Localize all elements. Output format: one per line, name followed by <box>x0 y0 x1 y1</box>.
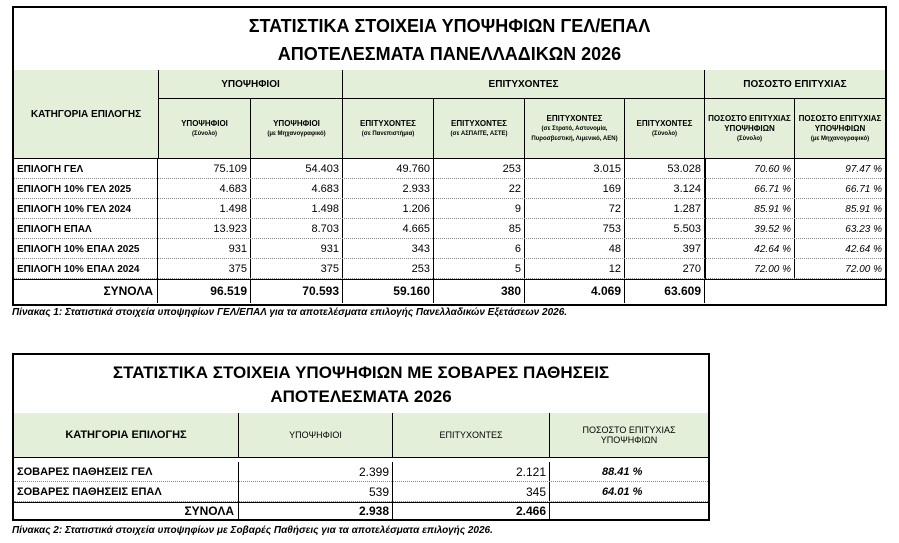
table-cell: 270 <box>625 259 705 279</box>
total-label: ΣΥΝΟΛΑ <box>14 279 158 303</box>
table2-total-cell: 2.938 <box>239 502 393 519</box>
table-cell: 48 <box>525 239 625 259</box>
column-header-sublabel: (σε Πανεπιστήμια) <box>361 130 415 137</box>
total-cell: 59.160 <box>343 279 434 303</box>
table-cell: 4.683 <box>251 179 343 199</box>
column-header-1 <box>159 99 251 159</box>
table-cell: 931 <box>251 239 343 259</box>
total-cell: 96.519 <box>159 279 251 303</box>
table-cell: 3.015 <box>525 159 625 179</box>
table-cell: 253 <box>434 159 525 179</box>
table2-cell: 64.01 % <box>602 486 643 498</box>
row-label: ΕΠΙΛΟΓΗ ΓΕΛ <box>14 159 158 179</box>
column-header-sublabel: (σε ΑΣΠΑΙΤΕ, ΑΣΤΕ) <box>450 130 508 137</box>
table-cell: 169 <box>525 179 625 199</box>
table-cell: 1.287 <box>625 199 705 219</box>
table-cell: 3.124 <box>625 179 705 199</box>
category-header: ΚΑΤΗΓΟΡΙΑ ΕΠΙΛΟΓΗΣ <box>14 70 159 159</box>
table-cell: 72.00 % <box>845 263 882 275</box>
table2-column-header-4: ΠΟΣΟΣΤΟ ΕΠΙΤΥΧΙΑΣ ΥΠΟΨΗΦΙΩΝ <box>550 413 708 458</box>
table-cell: 12 <box>525 259 625 279</box>
column-header-4 <box>434 99 525 159</box>
total-cell: 4.069 <box>525 279 625 303</box>
rate-group-header: ΠΟΣΟΣΤΟ ΕΠΙΤΥΧΙΑΣ <box>705 70 885 99</box>
table-cell: 1.498 <box>159 199 251 219</box>
table-cell: 1.498 <box>251 199 343 219</box>
column-header-label: ΥΠΟΨΗΦΙΟΙ <box>181 118 228 128</box>
column-header-sublabel: (Σύνολο) <box>191 130 218 137</box>
table-cell: 72 <box>525 199 625 219</box>
table-cell: 8.703 <box>251 219 343 239</box>
table-cell: 4.665 <box>343 219 434 239</box>
table-cell: 13.923 <box>159 219 251 239</box>
table1-title <box>14 8 885 71</box>
table-cell: 85.91 % <box>845 203 882 215</box>
table2-total-divider <box>14 502 708 503</box>
column-header-3 <box>343 99 434 159</box>
table-cell: 72.00 % <box>705 259 795 279</box>
table-cell: 75.109 <box>159 159 251 179</box>
table1-title-line1: ΣΤΑΤΙΣΤΙΚΑ ΣΤΟΙΧΕΙΑ ΥΠΟΨΗΦΙΩΝ ΓΕΛ/ΕΠΑΛ <box>248 16 651 36</box>
table1-caption: Πίνακας 1: Στατιστικά στοιχεία υποψηφίων ΓΕΛ/ΕΠΑΛ για τα αποτελέσματα επιλογής Πανελλαδικών Εξετάσεων 2026. <box>12 307 568 318</box>
column-header-label: ΕΠΙΤΥΧΟΝΤΕΣ <box>451 118 507 128</box>
table-cell: 63.23 % <box>845 223 882 235</box>
table2-cell: 2.121 <box>393 462 550 482</box>
table-cell: 49.760 <box>343 159 434 179</box>
table2-title-line1: ΣΤΑΤΙΣΤΙΚΑ ΣΤΟΙΧΕΙΑ ΥΠΟΨΗΦΙΩΝ ΜΕ ΣΟΒΑΡΕΣ ΠΑΘΗΣΕΙΣ <box>112 363 610 382</box>
table-cell: 2.933 <box>343 179 434 199</box>
column-header-label: ΠΟΣΟΣΤΟ ΕΠΙΤΥΧΙΑΣ ΥΠΟΨΗΦΙΩΝ <box>708 113 791 133</box>
table-cell: 70.60 % <box>705 159 795 179</box>
table2-column-header-2: ΥΠΟΨΗΦΙΟΙ <box>239 413 393 458</box>
column-header-label: ΕΠΙΤΥΧΟΝΤΕΣ <box>546 113 603 123</box>
severe-conditions-table <box>12 353 710 521</box>
table-cell: 931 <box>159 239 251 259</box>
table2-row-label: ΣΟΒΑΡΕΣ ΠΑΘΗΣΕΙΣ ΕΠΑΛ <box>14 482 239 502</box>
table-cell: 85.91 % <box>705 199 795 219</box>
table2-column-header-1: ΚΑΤΗΓΟΡΙΑ ΕΠΙΛΟΓΗΣ <box>14 413 239 458</box>
table-cell: 85 <box>434 219 525 239</box>
table-cell: 54.403 <box>251 159 343 179</box>
table2-total-cell: 2.466 <box>393 502 550 519</box>
table2-cell: 2.399 <box>239 462 393 482</box>
table-cell: 375 <box>159 259 251 279</box>
total-cell: 63.609 <box>625 279 705 303</box>
table-cell: 53.028 <box>625 159 705 179</box>
column-header-label: ΕΠΙΤΥΧΟΝΤΕΣ <box>360 118 416 128</box>
table-cell: 1.206 <box>343 199 434 219</box>
column-header-sublabel: (Σύνολο) <box>736 135 763 142</box>
row-label: ΕΠΙΛΟΓΗ 10% ΓΕΛ 2024 <box>14 199 158 219</box>
column-header-label: ΠΟΣΟΣΤΟ ΕΠΙΤΥΧΙΑΣ ΥΠΟΨΗΦΙΩΝ <box>798 113 882 133</box>
table2-title-line2: ΑΠΟΤΕΛΕΣΜΑΤΑ 2026 <box>270 387 452 406</box>
table-cell: 22 <box>434 179 525 199</box>
table2-row-label: ΣΟΒΑΡΕΣ ΠΑΘΗΣΕΙΣ ΓΕΛ <box>14 462 239 482</box>
row-label: ΕΠΙΛΟΓΗ ΕΠΑΛ <box>14 219 158 239</box>
row-label: ΕΠΙΛΟΓΗ 10% ΕΠΑΛ 2024 <box>14 259 158 279</box>
table2-total-label: ΣΥΝΟΛΑ <box>14 502 239 519</box>
column-header-sublabel: (σε Στρατό, Αστυνομία, Πυροσβεστική, Λιμενικό, ΑΕΝ) <box>531 125 618 142</box>
candidates-group-header: ΥΠΟΨΗΦΙΟΙ <box>159 70 343 99</box>
table-cell: 42.64 % <box>845 243 882 255</box>
table1-title-line2: ΑΠΟΤΕΛΕΣΜΑΤΑ ΠΑΝΕΛΛΑΔΙΚΩΝ 2026 <box>277 44 622 64</box>
table-cell: 5 <box>434 259 525 279</box>
table-cell: 253 <box>343 259 434 279</box>
column-header-8 <box>795 99 885 159</box>
table-cell: 39.52 % <box>705 219 795 239</box>
table-cell: 4.683 <box>159 179 251 199</box>
table-cell: 397 <box>625 239 705 259</box>
column-header-label: ΕΠΙΤΥΧΟΝΤΕΣ <box>636 118 693 128</box>
total-cell: 380 <box>434 279 525 303</box>
column-header-sublabel: (με Μηχανογραφικό) <box>267 130 326 137</box>
successful-group-header: ΕΠΙΤΥΧΟΝΤΕΣ <box>343 70 705 99</box>
table2-title <box>14 355 708 414</box>
column-header-2 <box>251 99 343 159</box>
table2-cell: 88.41 % <box>602 466 643 478</box>
column-header-6 <box>625 99 705 159</box>
table2-column-header-3: ΕΠΙΤΥΧΟΝΤΕΣ <box>393 413 550 458</box>
column-header-label: ΥΠΟΨΗΦΙΟΙ <box>273 118 320 128</box>
table2-cell: 539 <box>239 482 393 502</box>
table-cell: 66.71 % <box>705 179 795 199</box>
column-header-5 <box>525 99 625 159</box>
table-cell: 753 <box>525 219 625 239</box>
column-header-7 <box>705 99 795 159</box>
table-cell: 6 <box>434 239 525 259</box>
column-header-sublabel: (με Μηχανογραφικό) <box>810 135 870 142</box>
table-cell: 66.71 % <box>845 183 882 195</box>
table-cell: 343 <box>343 239 434 259</box>
column-header-sublabel: (Σύνολο) <box>651 130 678 137</box>
row-label: ΕΠΙΛΟΓΗ 10% ΓΕΛ 2025 <box>14 179 158 199</box>
table-cell: 42.64 % <box>705 239 795 259</box>
table-cell: 9 <box>434 199 525 219</box>
total-cell: 70.593 <box>251 279 343 303</box>
total-divider <box>14 279 885 280</box>
row-label: ΕΠΙΛΟΓΗ 10% ΕΠΑΛ 2025 <box>14 239 158 259</box>
table-cell: 375 <box>251 259 343 279</box>
table-cell: 5.503 <box>625 219 705 239</box>
table-cell: 97.47 % <box>845 163 882 175</box>
candidates-statistics-table <box>12 6 887 306</box>
table2-cell: 345 <box>393 482 550 502</box>
table2-caption: Πίνακας 2: Στατιστικά στοιχεία υποψηφίων με Σοβαρές Παθήσεις για τα αποτελέσματα επιλογής 2026. <box>12 525 493 536</box>
